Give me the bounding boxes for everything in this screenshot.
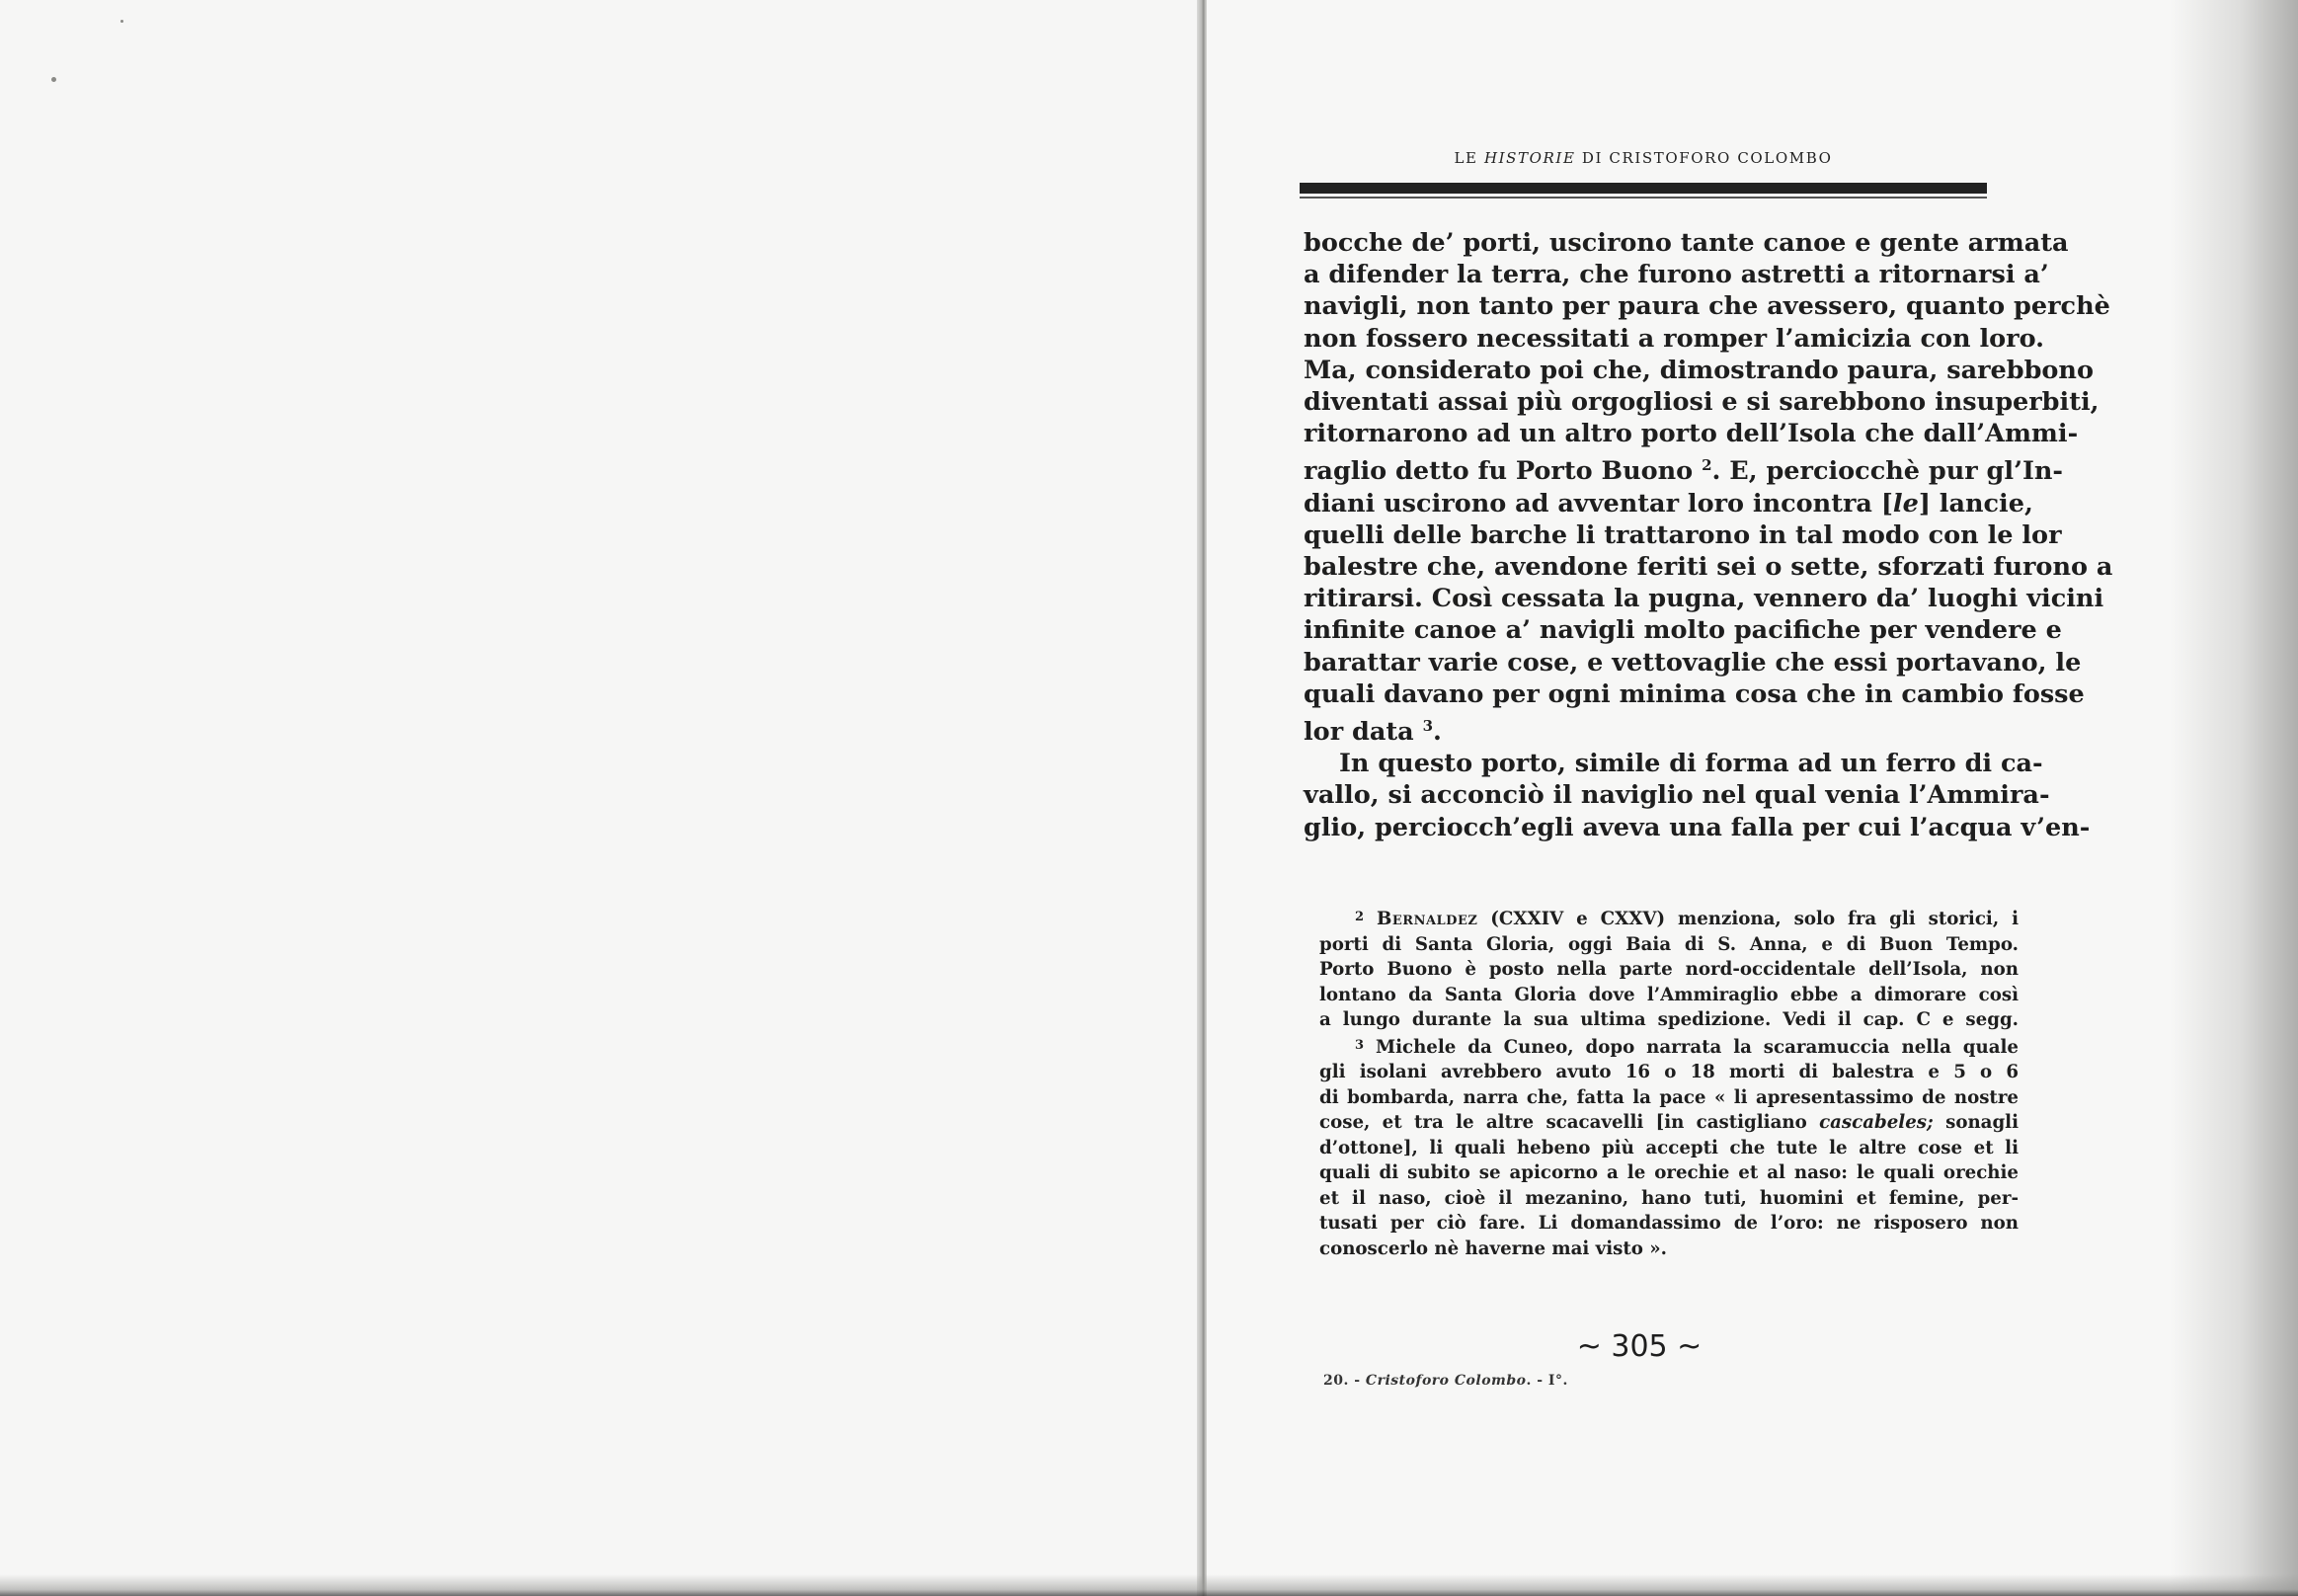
paper-speck: [120, 20, 123, 23]
running-head-italic: HISTORIE: [1483, 149, 1576, 167]
body-line: navigli, non tanto per paura che avessero, quanto perchè: [1304, 291, 2110, 322]
footnote-2-line: [1319, 905, 2019, 932]
body-line: ritirarsi. Così cessata la pugna, vennero da’ luoghi vicini: [1304, 584, 2104, 614]
body-line: balestre che, avendone feriti sei o sette, sforzati furono a: [1304, 552, 2113, 583]
page-number: ~ 305 ~: [1576, 1329, 1703, 1364]
footnote-3-line: di bombarda, narra che, fatta la pace « li apresentassimo de nostre: [1319, 1086, 2019, 1108]
footnote-3-mark: 3: [1355, 1037, 1365, 1053]
footnote-3-line: tusati per ciò fare. Li domandassimo de l’oro: ne risposero non: [1319, 1213, 2019, 1234]
header-rule-thick: [1300, 183, 1987, 194]
footnote-author: Bernaldez: [1376, 909, 1478, 929]
signature-volume: . - I°.: [1526, 1373, 1568, 1389]
footnote-3-line: [1319, 1110, 2019, 1136]
signature-number: 20. -: [1323, 1373, 1366, 1389]
body-line: non fossero necessitati a romper l’amicizia con loro.: [1304, 323, 2045, 354]
footnote-text: Michele da Cuneo, dopo narrata la scaramuccia nella quale: [1364, 1036, 2019, 1058]
running-head-prefix: LE: [1454, 149, 1484, 167]
footnote-3-line: conoscerlo nè haverne mai visto ».: [1319, 1237, 1667, 1259]
body-line-text: .: [1433, 717, 1442, 748]
body-line: In questo porto, simile di forma ad un ferro di ca-: [1339, 749, 2043, 779]
paper-speck: [51, 77, 56, 82]
page-bottom-edge: [0, 1574, 2298, 1596]
body-line: infinite canoe a’ navigli molto pacifiche per vendere e: [1304, 615, 2062, 646]
body-line: vallo, si acconciò il naviglio nel qual venia l’Ammira-: [1304, 780, 2050, 811]
footnote-text: sonagli: [1933, 1112, 2019, 1133]
body-text: [1304, 227, 2113, 843]
header-rule-thin: [1300, 197, 1987, 199]
footnotes: [1319, 905, 2019, 1261]
body-line-text: raglio detto fu Porto Buono: [1304, 456, 1694, 487]
footnote-italic: cascabeles;: [1819, 1112, 1934, 1133]
body-line: quali davano per ogni minima cosa che in cambio fosse: [1304, 678, 2085, 709]
body-line: [1304, 449, 2063, 487]
footnote-ref-2: 2: [1702, 456, 1712, 475]
footnote-ref-3: 3: [1422, 717, 1433, 736]
footnote-2-line: a lungo durante la sua ultima spedizione. Vedi il cap. C e segg.: [1319, 1009, 2019, 1030]
footnote-text: (CXXIV e CXXV) menziona, solo fra gli storici, i: [1477, 909, 2019, 929]
bracket-open: [: [1871, 488, 1893, 519]
page-edge-shadow: [2170, 0, 2298, 1596]
footnote-text: cose, et tra le altre scacavelli [in castigliano: [1319, 1112, 1820, 1133]
printer-signature: [1323, 1373, 1568, 1389]
body-line: barattar varie cose, e vettovaglie che essi portavano, le: [1304, 647, 2082, 678]
body-italic-word: le: [1892, 488, 1919, 519]
running-head: [1300, 149, 1987, 167]
body-line: a difender la terra, che furono astretti a ritornarsi a’: [1304, 260, 2049, 290]
body-line: [1304, 710, 2005, 748]
body-line: quelli delle barche li trattarono in tal modo con le lor: [1304, 519, 2062, 550]
body-line: ritornarono ad un altro porto dell’Isola che dall’Ammi-: [1304, 419, 2079, 449]
body-line-text: diani uscirono ad avventar loro incontra: [1304, 488, 1872, 519]
footnote-3-line: d’ottone], li quali hebeno più accepti che tute le altre cose et li: [1319, 1137, 2019, 1158]
footnote-2-line: porti di Santa Gloria, oggi Baia di S. Anna, e di Buon Tempo.: [1319, 933, 2019, 955]
footnote-3-line: et il naso, cioè il mezanino, hano tuti, huomini et femine, per-: [1319, 1187, 2019, 1209]
footnote-2-mark: 2: [1355, 910, 1365, 924]
body-line-text: lor data: [1304, 717, 1414, 748]
footnote-3-line: [1319, 1033, 2019, 1061]
footnote-3-line: gli isolani avrebbero avuto 16 o 18 morti di balestra e 5 o 6: [1319, 1062, 2019, 1082]
footnote-3-line: quali di subito se apicorno a le orechie et al naso: le quali orechie: [1319, 1162, 2019, 1183]
body-line: glio, perciocch’egli aveva una falla per cui l’acqua v’en-: [1304, 812, 2091, 842]
body-line: [1304, 488, 2033, 519]
body-line-text: ] lancie,: [1918, 488, 2033, 519]
body-line-text: . E, perciocchè pur gl’In-: [1711, 456, 2063, 487]
body-line: Ma, considerato poi che, dimostrando paura, sarebbono: [1304, 355, 2094, 385]
signature-title: Cristoforo Colombo: [1365, 1373, 1527, 1389]
body-line: diventati assai più orgogliosi e si sarebbono insuperbiti,: [1304, 387, 2100, 418]
running-head-suffix: DI CRISTOFORO COLOMBO: [1575, 149, 1833, 167]
footnote-2-line: lontano da Santa Gloria dove l’Ammiraglio ebbe a dimorare così: [1319, 984, 2019, 1005]
body-line: bocche de’ porti, uscirono tante canoe e gente armata: [1304, 228, 2069, 258]
footnote-2-line: Porto Buono è posto nella parte nord-occidentale dell’Isola, non: [1319, 959, 2019, 980]
